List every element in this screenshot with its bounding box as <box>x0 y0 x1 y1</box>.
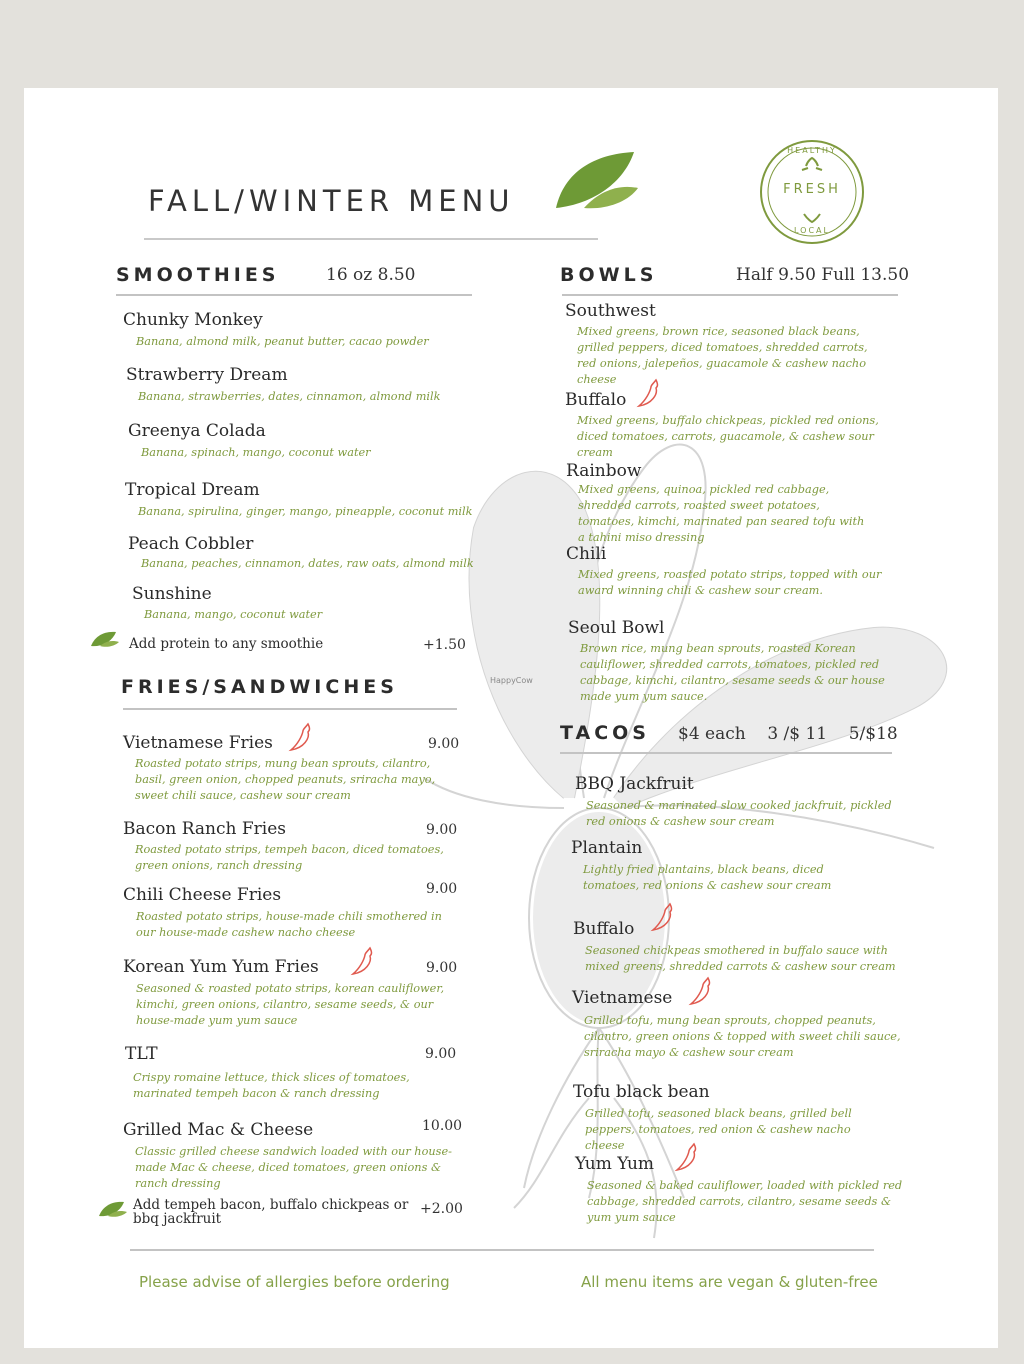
chili-pepper-icon <box>636 378 662 408</box>
menu-item-name: Peach Cobbler <box>128 534 254 554</box>
menu-item-name: Southwest <box>565 301 656 321</box>
menu-item-name: BBQ Jackfruit <box>575 774 694 794</box>
menu-item-desc: Grilled tofu, mung bean sprouts, chopped peanuts, cilantro, green onions & topped with sweet chili sauce, sriracha mayo & cashew sour cream <box>584 1014 901 1059</box>
badge-bottom-text: LOCAL <box>794 226 830 235</box>
menu-item-desc: Mixed greens, quinoa, pickled red cabbage, shredded carrots, roasted sweet potatoes, tomatoes, kimchi, marinated pan seared tofu with a tahini miso dressing <box>578 483 865 544</box>
leaf-icon <box>554 152 640 212</box>
allergy-notice: Please advise of allergies before ordering <box>139 1273 450 1291</box>
menu-item-name: Rainbow <box>566 461 642 481</box>
chili-pepper-icon <box>688 976 714 1006</box>
smoothie-addon-text: Add protein to any smoothie <box>129 636 324 652</box>
menu-item-name: Vietnamese Fries <box>123 733 273 753</box>
menu-item-desc: Lightly fried plantains, black beans, diced tomatoes, red onions & cashew sour cream <box>583 863 832 892</box>
fries-title: FRIES/SANDWICHES <box>121 676 398 698</box>
tacos-price: $4 each 3 /$ 11 5/$18 <box>678 724 898 744</box>
menu-item-desc: Brown rice, mung bean sprouts, roasted Korean cauliflower, shredded carrots, tomatoes, pickled red cabbage, kimchi, cilantro, sesame seeds & our house made yum yum sauce. <box>580 642 885 703</box>
menu-item-price: 9.00 <box>426 960 458 976</box>
menu-item-name: Tofu black bean <box>573 1082 710 1102</box>
smoothie-addon-price: +1.50 <box>423 637 466 653</box>
bowls-divider <box>562 294 898 296</box>
menu-item-name: Plantain <box>571 838 643 858</box>
smoothies-title: SMOOTHIES <box>116 264 280 286</box>
menu-item-desc: Banana, peaches, cinnamon, dates, raw oats, almond milk <box>141 557 474 570</box>
bowls-title: BOWLS <box>560 264 658 286</box>
menu-item-name: Bacon Ranch Fries <box>123 819 287 839</box>
menu-item-name: TLT <box>125 1044 158 1064</box>
title-divider <box>144 238 598 240</box>
menu-item-name: Buffalo <box>565 390 627 410</box>
menu-item-price: 10.00 <box>422 1118 463 1134</box>
menu-item-price: 9.00 <box>426 881 458 897</box>
menu-item-desc: Banana, spirulina, ginger, mango, pineapple, coconut milk <box>138 505 473 518</box>
fries-addon-text: Add tempeh bacon, buffalo chickpeas or bbq jackfruit <box>133 1197 409 1227</box>
menu-item-name: Seoul Bowl <box>568 618 665 638</box>
healthy-fresh-local-badge <box>758 138 866 246</box>
menu-item-desc: Grilled tofu, seasoned black beans, grilled bell peppers, tomatoes, red onion & cashew nacho cheese <box>585 1107 852 1152</box>
menu-item-desc: Mixed greens, roasted potato strips, topped with our award winning chili & cashew sour cream. <box>578 568 882 597</box>
menu-item-desc: Banana, spinach, mango, coconut water <box>141 446 371 459</box>
menu-item-desc: Mixed greens, buffalo chickpeas, pickled red onions, diced tomatoes, carrots, guacamole, & cashew sour cream <box>577 414 879 459</box>
menu-item-price: 9.00 <box>426 822 458 838</box>
leaf-icon <box>90 630 120 648</box>
menu-item-name: Chili Cheese Fries <box>123 885 282 905</box>
menu-item-desc: Roasted potato strips, house-made chili smothered in our house-made cashew nacho cheese <box>136 910 442 939</box>
menu-item-name: Korean Yum Yum Fries <box>123 957 319 977</box>
menu-item-desc: Seasoned chickpeas smothered in buffalo sauce with mixed greens, shredded carrots & cashew sour cream <box>585 944 896 973</box>
menu-item-name: Vietnamese <box>572 988 673 1008</box>
menu-item-price: 9.00 <box>425 1046 457 1062</box>
menu-item-name: Strawberry Dream <box>126 365 288 385</box>
menu-item-name: Tropical Dream <box>125 480 260 500</box>
chili-pepper-icon <box>674 1142 700 1172</box>
menu-item-price: 9.00 <box>428 736 460 752</box>
tacos-title: TACOS <box>560 722 650 744</box>
vegan-notice: All menu items are vegan & gluten-free <box>581 1273 878 1291</box>
menu-item-desc: Crispy romaine lettuce, thick slices of tomatoes, marinated tempeh bacon & ranch dressing <box>133 1071 410 1100</box>
menu-item-desc: Banana, mango, coconut water <box>144 608 323 621</box>
badge-top-text: HEALTHY <box>787 146 837 155</box>
menu-item-name: Chili <box>566 544 607 564</box>
menu-item-desc: Roasted potato strips, tempeh bacon, diced tomatoes, green onions, ranch dressing <box>135 843 444 872</box>
menu-item-desc: Seasoned & roasted potato strips, korean cauliflower, kimchi, green onions, cilantro, sesame seeds, & our house-made yum yum sauce <box>136 982 445 1027</box>
footer-divider <box>130 1249 874 1251</box>
chili-pepper-icon <box>350 946 376 976</box>
smoothies-price: 16 oz 8.50 <box>326 265 416 285</box>
menu-item-name: Grilled Mac & Cheese <box>123 1120 314 1140</box>
fries-divider <box>123 708 457 710</box>
tacos-divider <box>560 752 892 754</box>
menu-item-name: Greenya Colada <box>128 421 266 441</box>
bowls-price: Half 9.50 Full 13.50 <box>736 265 910 285</box>
menu-item-desc: Banana, strawberries, dates, cinnamon, almond milk <box>138 390 441 403</box>
menu-page <box>24 88 998 1348</box>
menu-title: FALL/WINTER MENU <box>148 184 515 218</box>
smoothies-divider <box>116 294 472 296</box>
menu-item-name: Sunshine <box>132 584 212 604</box>
badge-middle-text: FRESH <box>783 182 841 197</box>
menu-item-desc: Banana, almond milk, peanut butter, cacao powder <box>136 335 429 348</box>
menu-item-name: Buffalo <box>573 919 635 939</box>
menu-item-desc: Seasoned & marinated slow cooked jackfruit, pickled red onions & cashew sour cream <box>586 799 892 828</box>
leaf-icon <box>98 1200 128 1218</box>
menu-item-name: Chunky Monkey <box>123 310 263 330</box>
menu-item-desc: Classic grilled cheese sandwich loaded with our house-made Mac & cheese, diced tomatoes, green onions & ranch dressing <box>135 1145 452 1190</box>
menu-item-desc: Roasted potato strips, mung bean sprouts, cilantro, basil, green onion, chopped peanuts, sriracha mayo, sweet chili sauce, cashew sour cream <box>135 757 436 802</box>
chili-pepper-icon <box>650 902 676 932</box>
happycow-watermark: HappyCow <box>490 676 533 685</box>
menu-item-name: Yum Yum <box>575 1154 655 1174</box>
fries-addon-price: +2.00 <box>420 1201 463 1217</box>
menu-item-desc: Seasoned & baked cauliflower, loaded with pickled red cabbage, shredded carrots, cilantro, sesame seeds & yum yum sauce <box>587 1179 903 1224</box>
chili-pepper-icon <box>288 722 314 752</box>
menu-item-desc: Mixed greens, brown rice, seasoned black beans, grilled peppers, diced tomatoes, shredded carrots, red onions, jalepeños, guacamole & cashew nacho cheese <box>577 325 868 386</box>
